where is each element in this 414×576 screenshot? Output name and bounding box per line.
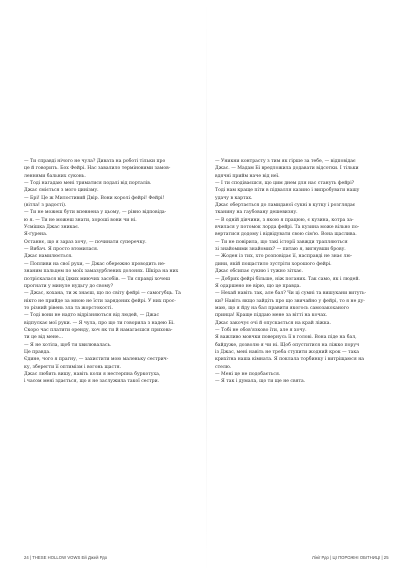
- text-line: Я одаршено не вірю, що це правда.: [215, 283, 301, 289]
- text-line: Скоро час платити оренду, хоч як ти й намагаєшся прихова-: [24, 327, 173, 333]
- text-line: — Вибач. Я просто втомилася.: [24, 247, 99, 253]
- text-line: принца! Краще піддаю мене за вітті на кочах.: [215, 313, 328, 319]
- text-line: ю я. — Ти не можеш знати, хороші вони чи ні.: [24, 217, 137, 223]
- text-line: Я-ґурена.: [24, 232, 48, 238]
- text-line: і часом мені здається, що я не заслужила такої сестри.: [24, 379, 160, 385]
- text-line: відпускає мої руки. — Я чула, про що ти говорила з надею Бі.: [24, 320, 175, 326]
- text-line: — Я не хотіла, щоб ти хвилювалась.: [24, 342, 112, 348]
- text-line: Джас обсипає сукню і тужно зітхає.: [215, 269, 303, 275]
- right-page-footer: Лінії Рдо | ЦІ ПОРОЖНІ ОБІТНИЦІ | 25: [312, 555, 389, 560]
- text-line: (вітла! з радості).: [24, 203, 67, 209]
- text-line: — Тоді нагадаю мені триматися подалі від порталів.: [24, 181, 152, 187]
- text-line: зі знайомими знайомих? — питаю я, вигнувши брову.: [215, 247, 346, 253]
- text-line: дини, якій пощастило зустріти хорошого фейрі.: [215, 261, 332, 267]
- text-line: вертатися додому і відвідувати свою сім'ю. Вона щаслива.: [215, 232, 357, 238]
- text-line: Джас. — Мадам Бі вредложила додавати відсотки. І тільки: [215, 166, 359, 172]
- text-line: — Попливи на свої рухи, — Джас обережно проводить не-: [24, 261, 166, 267]
- text-line: Єдине, чого я прагну, — захистити мою маленьку сестрич-: [24, 357, 169, 363]
- text-line: — Тоді вони не надто відрізняються від людей, — Джас: [24, 313, 160, 319]
- text-line: Усмішка Джас зникає.: [24, 225, 80, 231]
- text-line: Джас закочує очі й опускається на край ліжка.: [215, 320, 331, 326]
- right-page-body: [215, 158, 383, 386]
- text-line: — Нехай навіть так, але бал? Чи ці сумні та вишукани витуть-: [215, 291, 367, 297]
- text-line: — Я так і думала, що ти ще не свята.: [215, 379, 306, 385]
- text-line: — Брі! Це ж Милостивий Двір. Вони королі фейрі! Фейрі!: [24, 195, 165, 201]
- text-line: леннями бальних суконь.: [24, 173, 86, 179]
- text-line: тканину на гаубовану дешевизну.: [215, 210, 298, 216]
- text-line: — Ти не повірила, що такі історії завжди трапляються: [215, 239, 348, 245]
- text-line: — Мені це не подобається.: [215, 371, 281, 377]
- text-line: — Уникни контрасту з тим як гірше за тебе, — відповідає: [215, 159, 356, 164]
- text-line: удачу в картах.: [215, 195, 253, 201]
- text-line: Я важливо мовчки повернусь її в голові. Вона піде на бал,: [215, 335, 357, 341]
- left-page-footer: 24 | THESE HOLLOW VOWS Ей Джей Рдо: [24, 555, 108, 560]
- text-line: маю, що я йду на бал правити якогось самозакоханого: [215, 305, 349, 311]
- text-line: прогнати у минуле нудьгу до свому?: [24, 283, 114, 289]
- text-line: — Добрих фейрі більше, ніж поганих. Так само, як і людей.: [215, 276, 360, 282]
- text-line: Джас обертається до ламиданої сукні в кутку і розглядає: [215, 203, 356, 209]
- text-line: — Ти не можеш бути впевнена у цьому, — рівно відповіда-: [24, 210, 167, 216]
- text-line: байдуже, дозволю я чи ні. Щоб опуститися на ліжко поруч: [215, 342, 360, 348]
- text-line: ки? Навіть якщо зайдіть про що звичайно у фейрі, то я не ду-: [215, 298, 365, 304]
- text-line: крихітна наша кімната. Я поклала торбинку і витріщаюся на: [215, 357, 365, 363]
- text-line: ку, зберегти її оптимізм і вогонь щастя.: [24, 364, 121, 370]
- left-page-body: [24, 158, 192, 386]
- text-line: стелю.: [215, 364, 232, 370]
- text-line: Це правда.: [24, 349, 51, 355]
- text-line: то різний рівень зла та жорстокості.: [24, 305, 113, 311]
- text-line: Останнє, що я зараз хочу, — починати суперечку.: [24, 239, 147, 245]
- text-line: — Тобі не обов'язково їти, але я хочу.: [215, 327, 307, 333]
- text-line: вчилася у потомок лорда фейрі. Та кузина може вільно по-: [215, 225, 360, 231]
- text-line: із Джас, мені навіть не треба ступити жодний крок — така: [215, 349, 359, 355]
- text-line: — Джас, кохана, ти ж знаєш, що по світу фейрі — самогубць. Та: [24, 291, 181, 297]
- page-gutter: [206, 0, 207, 576]
- text-line: Джас намилюється.: [24, 254, 73, 260]
- text-line: це й говорить. Бох Фейрі. Нас завалило терміновими замов-: [24, 166, 171, 172]
- text-line: знаним пальцем по моїх замазурблених долонях. Шкіра на них: [24, 269, 179, 275]
- text-line: нікто не прийде за мною не їсти зарядоних фейрі. У них прос-: [24, 298, 176, 304]
- text-line: потріскалася від їдких миючих засобів. — Ти справді хочеш: [24, 276, 170, 282]
- text-line: — Ти справді нічого не чула? Дивата на роботі тільки про: [24, 159, 166, 164]
- text-line: ти це від мене...: [24, 335, 63, 341]
- text-line: Джас сміється з мого цинізму.: [24, 188, 99, 194]
- text-line: — Жоден із тих, хто розповідає її, насправді не знає лю-: [215, 254, 353, 260]
- text-line: — В одній дівчини, з якою я працюю, є кузина, котра за-: [215, 217, 354, 223]
- text-line: — І ти сподіваєшся, що цим днем для нас стануть фейрі?: [215, 181, 355, 187]
- text-line: Джас любить вишу, навіть коли я нестерпна буркотуха,: [24, 371, 161, 377]
- text-line: Тоді нам краще піти в підвалля казино і випробувати нашу: [215, 188, 360, 194]
- text-line: вдячні прийм наче від неї.: [215, 173, 280, 179]
